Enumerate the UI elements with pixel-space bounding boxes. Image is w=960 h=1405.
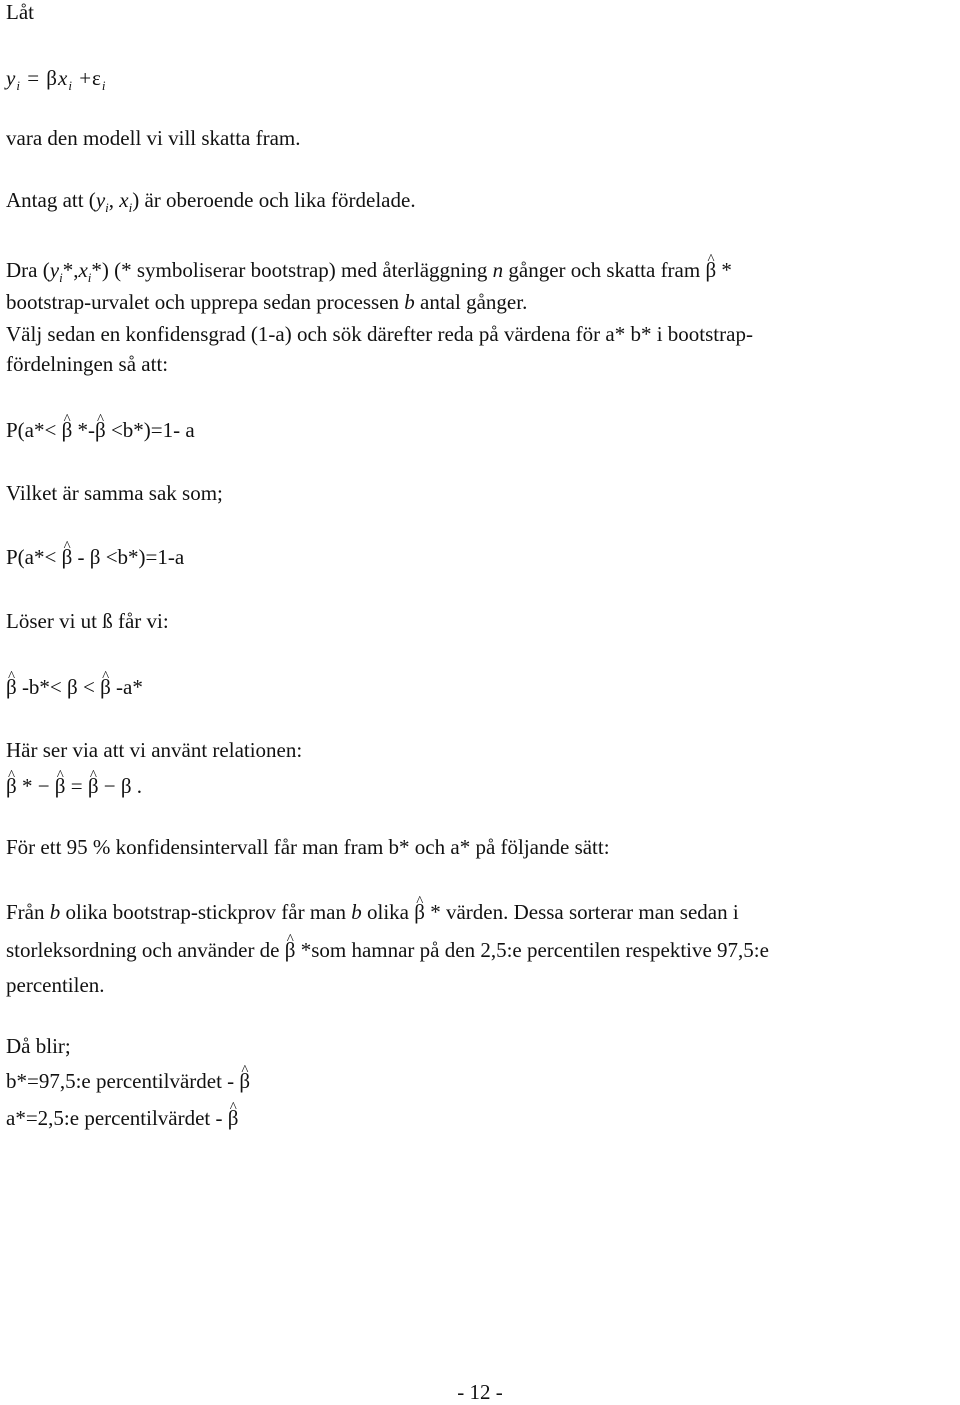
dra-mid1: *, [62,258,79,282]
beta-hat-symbol: ^ β [95,418,106,442]
beta-hat-symbol: ^ β [62,418,73,442]
subscript: i [59,270,63,285]
beta-hat-symbol: ^ β [285,938,296,962]
fran-p3: olika [361,900,415,924]
beta-hat-symbol: ^ β [414,900,425,924]
eq4-p1: * − [16,774,55,798]
beta-hat-symbol: ^ β [62,545,73,569]
eq4-p3: − β . [98,774,143,798]
storlek-line [6,938,769,962]
eq1-p1: P(a*< [6,418,62,442]
dra-mid2: *) (* symboliserar bootstrap) med återläggning [91,258,493,282]
bootstrap-line [6,290,527,314]
eq4-p2: = [65,774,88,798]
dra-end: * [716,258,732,282]
a-star-definition [6,1106,238,1130]
subscript: i [105,200,109,215]
eq3-p2: -a* [110,675,143,699]
eq2-p2: - β <b*)=1-a [72,545,185,569]
plus-sign: + [79,66,93,90]
var-x: x [119,188,129,212]
subscript: i [16,78,21,93]
confidence-line-2: fördelningen så att: [6,352,169,376]
fran-line [6,900,739,924]
ninety-five-line: För ett 95 % konfidensintervall får man fram b* och a* på följande sätt: [6,835,610,859]
eq2-p1: P(a*< [6,545,62,569]
beta-hat-symbol: ^ β [239,1069,250,1093]
relation-intro: Här ser via att vi använt relationen: [6,738,303,762]
var-x: x [78,258,88,282]
probability-equation-1 [6,418,195,442]
var-n: n [492,258,504,282]
dra-pre: Dra ( [6,258,50,282]
fran-p1: Från [6,900,50,924]
var-y: y [95,188,106,212]
fran-p4: * värden. Dessa sorterar man sedan i [424,900,739,924]
confidence-line-1: Välj sedan en konfidensgrad (1-a) och sök därefter reda på värdena för a* b* i bootstrap- [6,322,753,346]
stor-p1: storleksordning och använder de [6,938,285,962]
bootstrap-pre: bootstrap-urvalet och upprepa sedan processen [6,290,405,314]
b-star-definition [6,1069,250,1093]
subscript: i [128,200,133,215]
intro-text: Låt [6,0,34,24]
beta-hat-symbol: ^ β [100,675,111,699]
stor-p2: *som hamnar på den 2,5:e percentilen respektive 97,5:e [295,938,769,962]
bootstrap-post: antal gånger. [414,290,528,314]
astar-text: a*=2,5:e percentilvärdet - [6,1106,228,1130]
eq1-p3: <b*)=1- a [105,418,195,442]
model-description: vara den modell vi vill skatta fram. [6,126,301,150]
probability-equation-2 [6,545,184,569]
iid-post: ) är oberoende och lika fördelade. [132,188,416,212]
beta-hat-symbol: ^ β [228,1106,239,1130]
iid-pre: Antag att ( [6,188,96,212]
page-number: - 12 - [457,1380,503,1404]
var-b: b [404,290,415,314]
beta-hat-symbol: ^ β [6,774,17,798]
bstar-text: b*=97,5:e percentilvärdet - [6,1069,240,1093]
beta-hat-symbol: ^ β [6,675,17,699]
subscript: i [68,78,73,93]
var-b: b [49,900,61,924]
beta-hat-symbol: ^ β [55,774,66,798]
eq3-p1: -b*< β < [16,675,101,699]
subscript: i [101,78,107,93]
var-b: b [351,900,362,924]
relation-equation [6,774,142,798]
iid-statement: Antag att ($y_i$, $x_i$) är oberoende och lika fördelade. [6,188,416,215]
var-y: y [6,66,17,90]
dra-mid3: gånger och skatta fram [503,258,706,282]
beta-hat-symbol: ^ β [88,774,99,798]
loser-line: Löser vi ut ß får vi: [6,609,169,633]
model-equation [6,66,106,98]
interval-equation [6,675,143,699]
dra-statement [6,258,732,290]
beta-hat-symbol: ^ β [705,258,716,282]
epsilon-symbol: ε [92,66,102,90]
equals-sign: = [27,66,41,90]
var-x: x [57,66,69,90]
percentilen-line: percentilen. [6,973,105,997]
var-y: y [49,258,60,282]
subscript: i [87,270,92,285]
eq1-p2: *- [72,418,96,442]
da-blir-line: Då blir; [6,1034,71,1058]
fran-p2: olika bootstrap-stickprov får man [60,900,352,924]
beta-symbol: β [46,66,58,90]
vilket-line: Vilket är samma sak som; [6,481,223,505]
